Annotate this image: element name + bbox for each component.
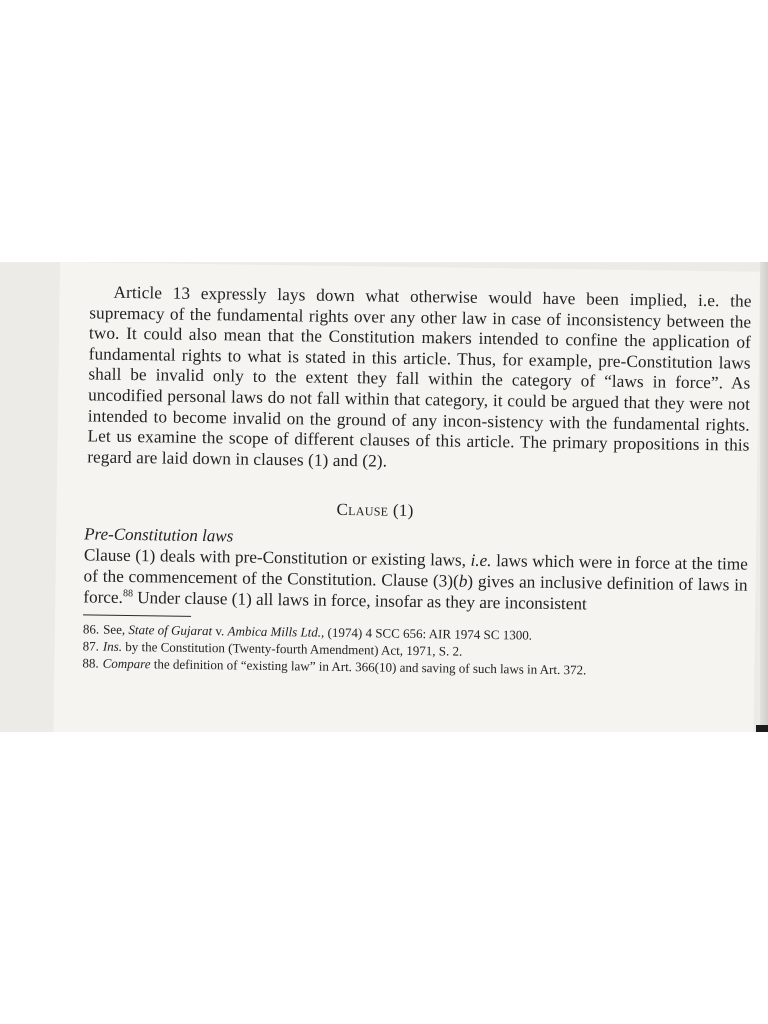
footnotes xyxy=(82,620,747,680)
para-italic: i.e. xyxy=(470,550,492,571)
para-line: “laws in force”. As uncodified personal laws do not fall within that category, it could xyxy=(88,371,751,411)
para-line: this article. The primary propositions in this regard are laid down in clauses (1) and (2). xyxy=(87,431,750,471)
footnote-text: by the Constitution (Twenty-fourth Amendment) Act, 1971, S. 2. xyxy=(121,638,463,659)
para-text: Under clause (1) all laws in force, insofar as they are inconsistent xyxy=(132,588,587,614)
para-line: Article 13 expressly lays down what otherwise would have been implied, i.e. the xyxy=(113,282,752,311)
para-line: be argued that they were not intended to become invalid on the ground of any incon- xyxy=(87,391,751,431)
footnote-text: the definition of “existing law” in Art. 366(10) and saving of such laws in Art. 372. xyxy=(150,656,587,678)
paragraph-clause-1 xyxy=(83,544,748,616)
footnote-number: 86. xyxy=(82,621,100,637)
footnote-text: v. xyxy=(212,623,228,639)
footnote-text: , (1974) 4 SCC 656: AIR 1974 SC 1300. xyxy=(321,624,533,643)
page-edge xyxy=(760,262,768,732)
para-line: the application of fundamental rights to what is stated in this article. Thus, for example, xyxy=(88,331,752,371)
section-subheading: Pre-Constitution laws xyxy=(84,524,234,546)
para-line: pre-Constitution laws shall be invalid only to the extent they fall within the category of xyxy=(88,351,751,391)
para-line: sistency with the fundamental rights. Let us examine the scope of different clauses of xyxy=(87,411,750,451)
edge-mark xyxy=(756,725,768,732)
footnote-text: See, xyxy=(103,621,129,637)
clause-heading: Clause (1) xyxy=(336,499,414,520)
para-line: supremacy of the fundamental rights over any other law in case of inconsistency xyxy=(89,303,662,330)
para-text: Clause (1) deals with pre-Constitution or existing laws, xyxy=(83,545,471,570)
case-name: State of Gujarat xyxy=(128,621,213,639)
para-line: between the two. It could also mean that the Constitution makers intended to confine xyxy=(88,311,752,350)
case-name: Ambica Mills Ltd. xyxy=(227,623,322,640)
footnote-reference: 88 xyxy=(122,588,134,600)
footnote-italic: Ins. xyxy=(102,638,123,654)
footnote-number: 87. xyxy=(82,638,99,654)
page-photo xyxy=(0,262,768,732)
para-italic: b xyxy=(458,571,468,591)
para-text: ) gives an inclusive definition of laws in force. xyxy=(83,571,748,607)
book-page xyxy=(53,262,759,732)
footnote-number: 88. xyxy=(82,655,99,671)
footnote-divider xyxy=(83,614,191,617)
paragraph-article-13 xyxy=(87,282,752,477)
para-text: laws which were in force at the time of the commencement of the Constitution. Clause (3)( xyxy=(83,551,748,591)
footnote-italic: Compare xyxy=(102,655,151,672)
